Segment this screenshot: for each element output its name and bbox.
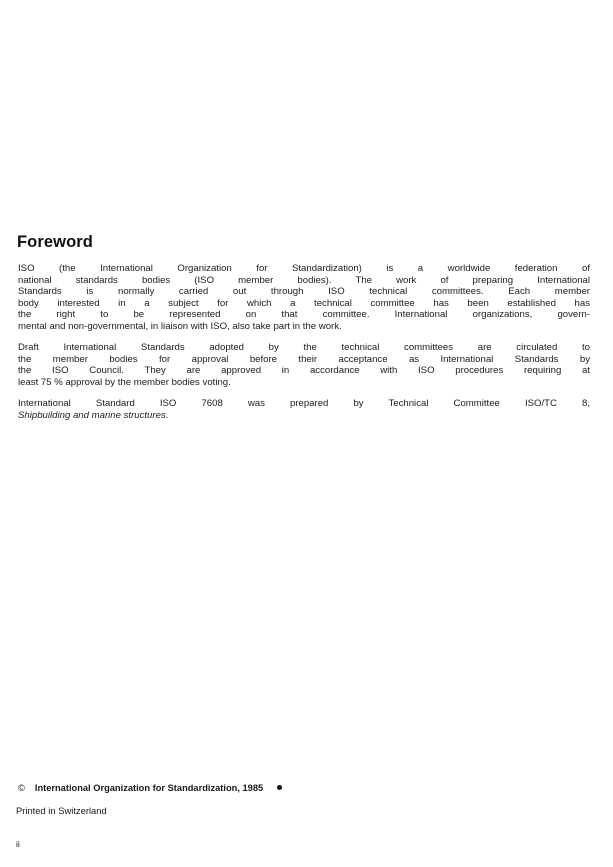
copyright-text: International Organization for Standardization, 1985 (34, 783, 264, 793)
page-title: Foreword (17, 233, 93, 251)
committee-title-italic: Shipbuilding and marine structures. (18, 409, 169, 421)
printed-in-label: Printed in Switzerland (16, 805, 107, 816)
paragraph-draft-standards (18, 342, 590, 388)
text-line: mental and non-governmental, in liaison with ISO, also take part in the work. (18, 320, 342, 332)
bullet-dot-icon (277, 785, 282, 790)
copyright-notice (18, 783, 282, 793)
page-number: ii (16, 839, 20, 849)
text-line: Draft International Standards adopted by the technical committees are circulated to (18, 342, 590, 353)
text-line: the right to be represented on that committee. International organizations, govern- (18, 309, 590, 321)
text-line: body interested in a subject for which a technical committee has been established has (18, 297, 590, 309)
paragraph-standard-prepared-by (18, 398, 590, 421)
text-line: the member bodies for approval before their acceptance as International Standards by (18, 353, 590, 365)
text-line: International Standard ISO 7608 was prepared by Technical Committee ISO/TC 8, (18, 398, 590, 409)
text-line: least 75 % approval by the member bodies voting. (18, 376, 231, 388)
copyright-icon: © (18, 783, 25, 793)
text-line: the ISO Council. They are approved in accordance with ISO procedures requiring at (18, 365, 590, 377)
text-line: national standards bodies (ISO member bodies). The work of preparing International (18, 274, 590, 286)
paragraph-iso-intro (18, 263, 590, 333)
text-line: ISO (the International Organization for Standardization) is a worldwide federation of (18, 263, 590, 274)
text-line: Standards is normally carried out through ISO technical committees. Each member (18, 286, 590, 298)
